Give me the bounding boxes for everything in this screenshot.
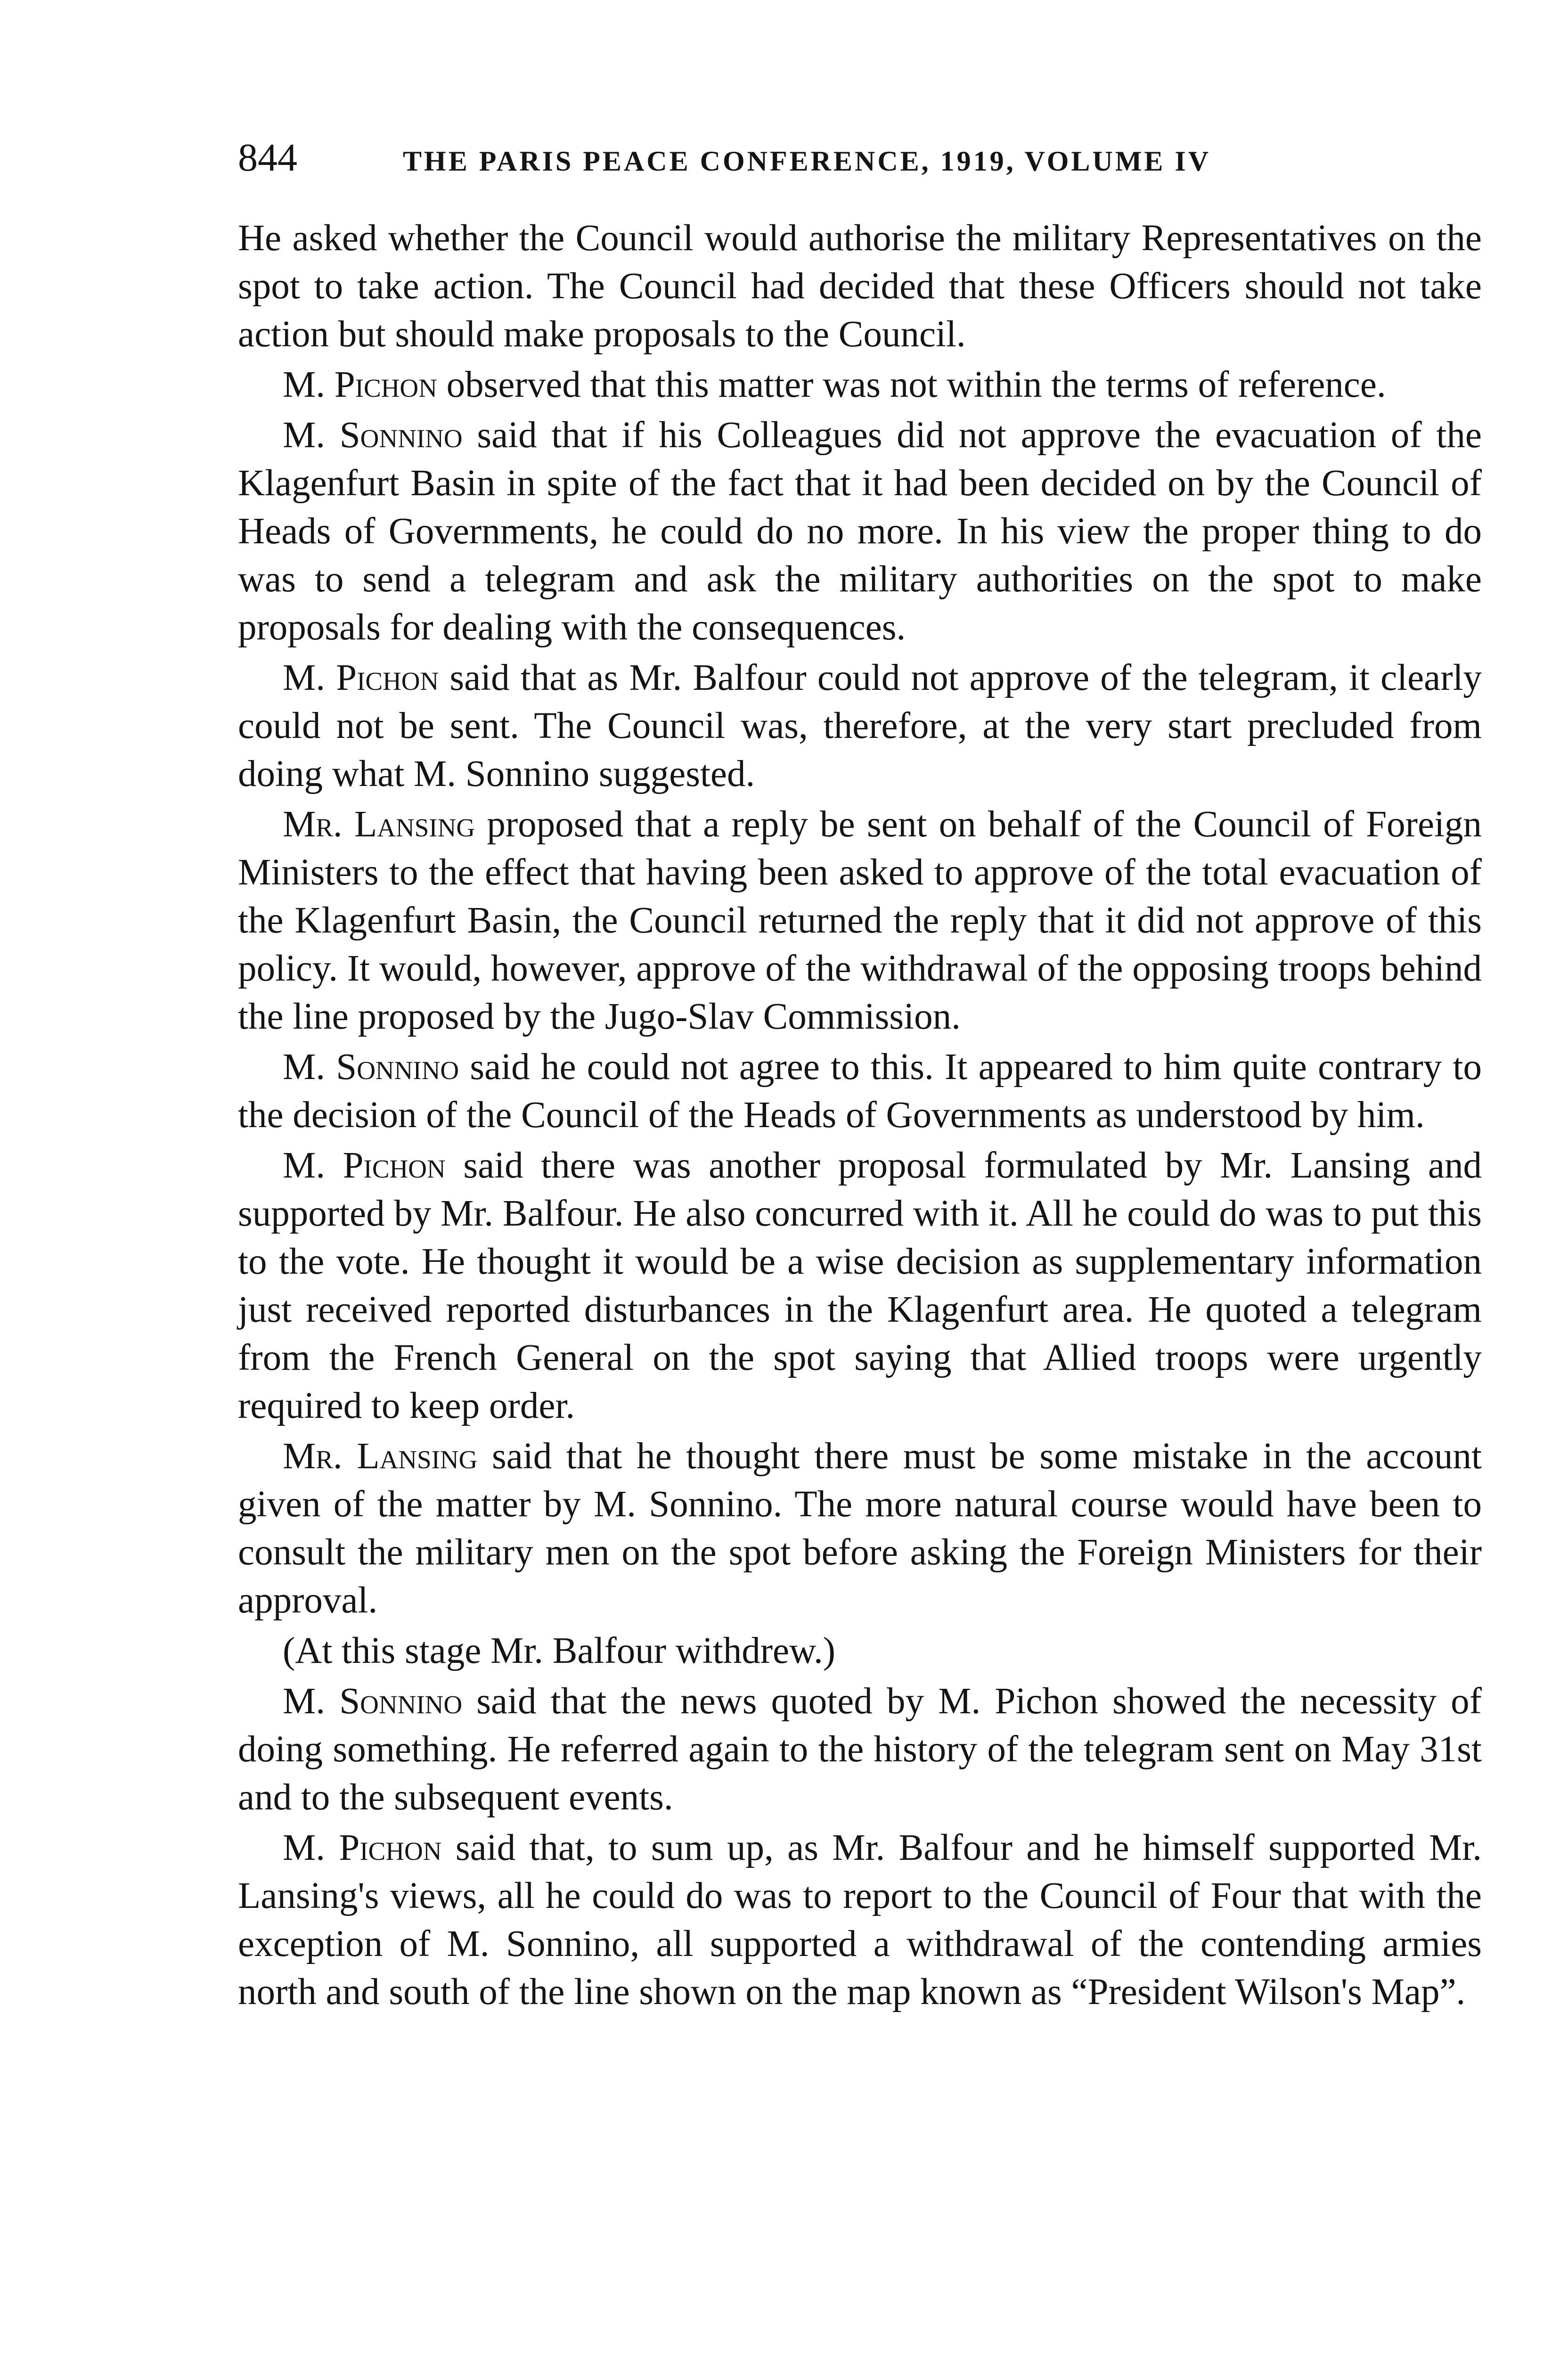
speaker-prefix: M. — [283, 1827, 339, 1868]
paragraph-text: said that if his Colleagues did not approve the evacuation of the Klagenfurt Basin in spite of the fact that it had been decided on by the Council of Heads of Governments, he could do no more. In his view the proper thing to do was to send a telegram and ask the military authorities on the spot to make proposals for dealing with the consequences. — [238, 415, 1482, 648]
paragraph-text: proposed that a reply be sent on behalf of the Council of Foreign Ministers to the effect that having been asked to approve of the total evacuation of the Klagenfurt Basin, the Council returned the reply that it did not approve of this policy. It would, however, approve of the withdrawal of the opposing troops behind the line proposed by the Jugo-Slav Commission. — [238, 804, 1482, 1037]
speaker-prefix: M. — [283, 415, 340, 456]
body-text — [238, 214, 1482, 2016]
paragraph — [238, 1043, 1482, 1139]
paragraph — [238, 214, 1482, 359]
speaker-prefix: M. — [283, 364, 335, 405]
paragraph — [238, 361, 1482, 409]
paragraph-text: He asked whether the Council would authorise the military Representatives on the spot to take action. The Council had decided that these Officers should not take action but should make proposals to the Council. — [238, 218, 1482, 355]
speaker-name: Pichon — [334, 364, 437, 405]
speaker-prefix: M. — [283, 1681, 340, 1722]
paragraph-text: said there was another proposal formulated by Mr. Lansing and supported by Mr. Balfour. He also concurred with it. All he could do was to put this to the vote. He thought it would be a wise decision as supplementary information just received reported disturbances in the Klagenfurt area. He quoted a telegram from the French General on the spot saying that Allied troops were urgently required to keep order. — [238, 1145, 1482, 1426]
page-header — [238, 132, 1482, 184]
running-head: THE PARIS PEACE CONFERENCE, 1919, VOLUME IV — [403, 146, 1211, 177]
speaker-prefix: M. — [283, 1047, 336, 1088]
speaker-prefix: M. — [283, 657, 336, 698]
paragraph-text: said that he thought there must be some mistake in the account given of the matter by M. Sonnino. The more natural course would have been to consult the military men on the spot before asking the Foreign Ministers for their approval. — [238, 1436, 1482, 1621]
paragraph — [238, 801, 1482, 1041]
paragraph — [238, 1432, 1482, 1625]
speaker-prefix: M. — [283, 1145, 343, 1186]
page-number: 844 — [238, 136, 297, 180]
paragraph-text: observed that this matter was not within the terms of reference. — [437, 364, 1386, 405]
paragraph — [238, 1627, 1482, 1675]
speaker-name: Sonnino — [336, 1047, 459, 1088]
paragraph-text: (At this stage Mr. Balfour withdrew.) — [283, 1630, 836, 1671]
paragraph — [238, 1677, 1482, 1822]
paragraph-text: said that the news quoted by M. Pichon showed the necessity of doing something. He referred again to the history of the telegram sent on May 31st and to the subsequent events. — [238, 1681, 1482, 1818]
speaker-name: Mr. Lansing — [283, 1436, 478, 1477]
speaker-name: Mr. Lansing — [283, 804, 475, 845]
speaker-name: Pichon — [336, 657, 439, 698]
speaker-name: Sonnino — [339, 415, 463, 456]
paragraph — [238, 1142, 1482, 1430]
paragraph — [238, 654, 1482, 798]
speaker-name: Sonnino — [339, 1681, 463, 1722]
paragraph — [238, 411, 1482, 652]
paragraph-text: said that as Mr. Balfour could not approve of the telegram, it clearly could not be sent. The Council was, therefore, at the very start precluded from doing what M. Sonnino suggested. — [238, 657, 1482, 794]
paragraph — [238, 1824, 1482, 2016]
paragraph-text: said he could not agree to this. It appeared to him quite contrary to the decision of the Council of the Heads of Governments as understood by him. — [238, 1047, 1482, 1136]
paragraph-text: said that, to sum up, as Mr. Balfour and he himself supported Mr. Lansing's views, all he could do was to report to the Council of Four that with the exception of M. Sonnino, all supported a withdrawal of the contending armies north and south of the line shown on the map known as “President Wilson's Map”. — [238, 1827, 1482, 2012]
speaker-name: Pichon — [339, 1827, 442, 1868]
speaker-name: Pichon — [343, 1145, 446, 1186]
